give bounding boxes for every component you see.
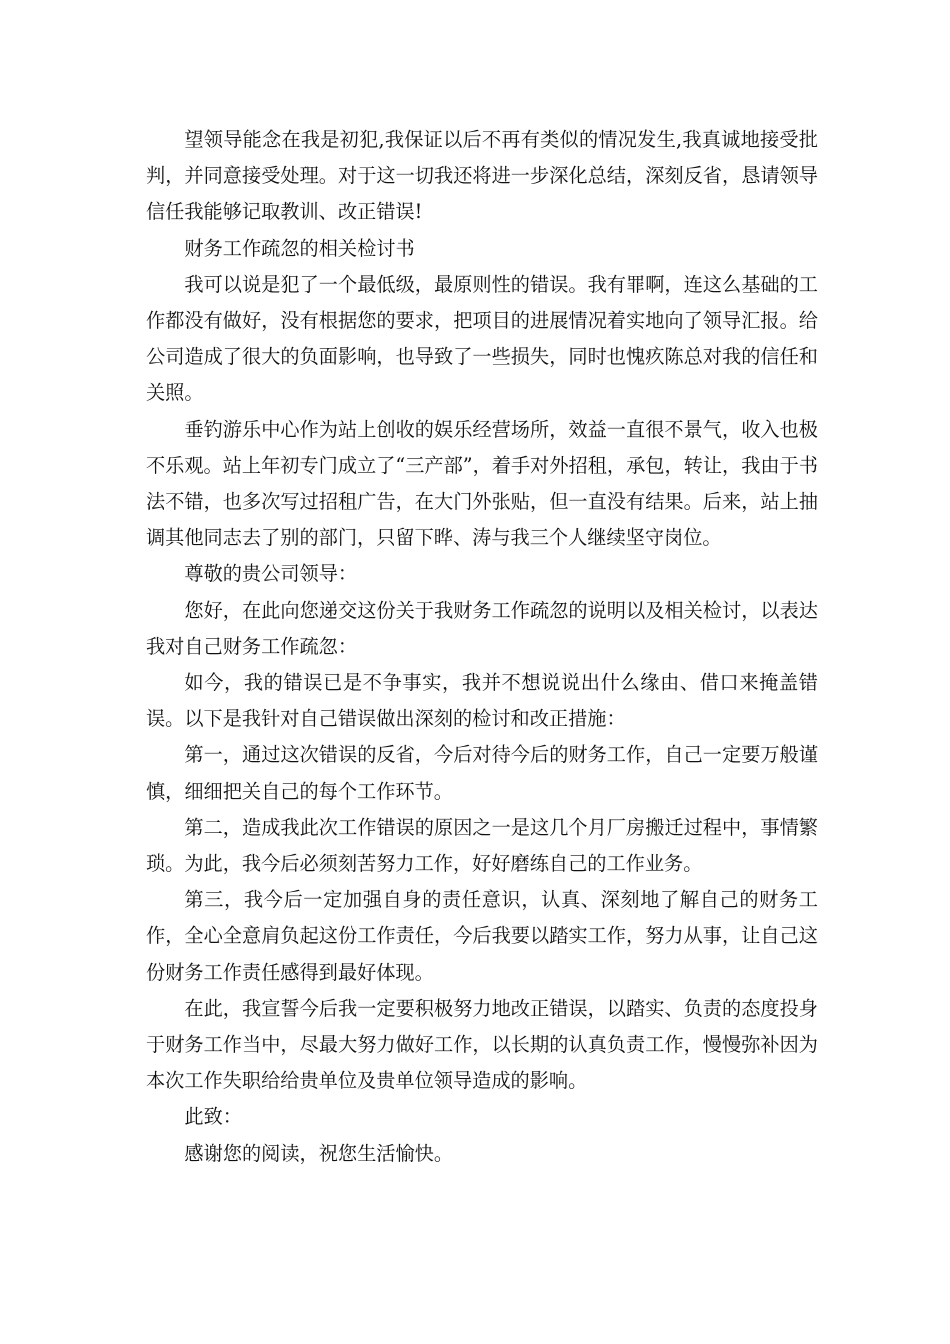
paragraph-measure-second: 第二，造成我此次工作错误的原因之一是这几个月厂房搬迁过程中，事情繁琐。为此，我今后必须刻苦努力工作，好好磨练自己的工作业务。 (146, 815, 818, 876)
salutation: 尊敬的贵公司领导： (184, 562, 358, 586)
closing-thanks: 感谢您的阅读，祝您生活愉快。 (184, 1141, 454, 1165)
paragraph-measure-first: 第一，通过这次错误的反省，今后对待今后的财务工作，自己一定要万般谨慎，细细把关自己的每个工作环节。 (146, 743, 818, 803)
paragraph-acknowledgement: 如今，我的错误已是不争事实，我并不想说说出什么缘由、借口来掩盖错误。以下是我针对自己错误做出深刻的检讨和改正措施： (146, 671, 818, 731)
closing-phrase: 此致： (184, 1105, 242, 1129)
paragraph-measure-third: 第三，我今后一定加强自身的责任意识，认真、深刻地了解自己的财务工作，全心全意肩负起这份工作责任，今后我要以踏实工作，努力从事，让自己这份财务工作责任感得到最好体现。 (146, 888, 818, 984)
paragraph-pledge: 在此，我宣誓今后我一定要积极努力地改正错误，以踏实、负责的态度投身于财务工作当中，尽最大努力做好工作，以长期的认真负责工作，慢慢弥补因为本次工作失职给给贵单位及贵单位领导造成的影响。 (146, 996, 818, 1093)
paragraph-background: 垂钓游乐中心作为站上创收的娱乐经营场所，效益一直很不景气，收入也极不乐观。站上年初专门成立了“三产部”，着手对外招租，承包，转让，我由于书法不错，也多次写过招租广告，在大门外张贴，但一直没有结果。后来，站上抽调其他同志去了别的部门，只留下晔、涛与我三个人继续坚守岗位。 (146, 417, 818, 550)
document-body (146, 122, 818, 1172)
paragraph-admission: 我可以说是犯了一个最低级，最原则性的错误。我有罪啊，连这么基础的工作都没有做好，没有根据您的要求，把项目的进展情况着实地向了领导汇报。给公司造成了很大的负面影响，也导致了一些损失，同时也愧疚陈总对我的信任和关照。 (146, 272, 818, 405)
section-heading: 财务工作疏忽的相关检讨书 (184, 236, 415, 260)
paragraph-greeting: 您好，在此向您递交这份关于我财务工作疏忽的说明以及相关检讨，以表达我对自己财务工作疏忽： (146, 598, 818, 658)
paragraph-apology-closing: 望领导能念在我是初犯,我保证以后不再有类似的情况发生,我真诚地接受批判，并同意接受处理。对于这一切我还将进一步深化总结，深刻反省，恳请领导信任我能够记取教训、改正错误! (146, 128, 818, 224)
